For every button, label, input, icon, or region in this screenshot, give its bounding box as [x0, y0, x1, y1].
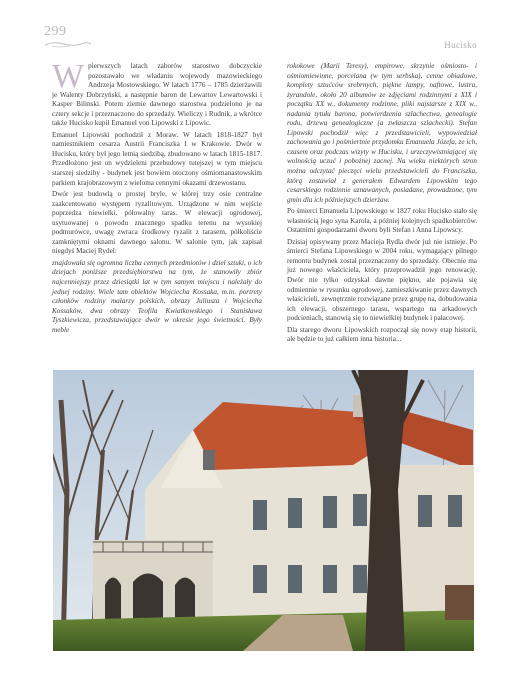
- drop-cap: W: [52, 58, 85, 95]
- paragraph: Dla starego dworu Lipowskich rozpoczął się nowy etap historii, ale będzie to już całkiem inna historia...: [287, 325, 477, 344]
- paragraph: [52, 58, 262, 129]
- paragraph: Po śmierci Emanuela Lipowskiego w 1827 roku Hucisko stało się własnością jego syna Karola, a później kolejnych spadkobierców. Ostatnimi gospodarzami dworu byli Stefan i Anna Lipowscy.: [287, 207, 477, 235]
- page-number-flourish: [44, 40, 92, 48]
- paragraph: Dzisiaj opisywany przez Macieja Rydla dwór już nie istnieje. Po śmierci Stefana Lipowskiego w 2004 roku, wymagający pilnego remontu budynek został przeznaczony do sprzedaży. Obecnie ma już nowego właściciela, który przeprowadził jego renowację. Dwór nie tylko odzyskał dawne piękno, ale pojawia się odmiennie w rysunku ogrodowej, zamieszkiwanie przez dawnych właścicieli, zewnętrznie rozwiązane przez grupę na, dobudowania ich elewacji, obszernego tarasu, wspartego na arkadowych podcieniach, stanowią się to niewielkiej budynek i pałacowej.: [287, 237, 477, 323]
- left-text-column: [52, 58, 262, 337]
- quoted-passage: rokokowe (Marii Teresy), empirowe, skrzynie ośmiosto- i ośmiomiewinne, porcelana (w tym serbska), cenne obiadowe, komplety sztućców srebrnych, piękne lampy, naftowe, lustra, żyrandole, około 20 albumów ze zdjęciami rodzinnymi z XIX i początku XX w., dokumenty rodzinne, pliki najstarsze z XIX w., nadania tytułu barona, potwierdzenia szlachectwa, genealogie rodu, drzewa genealogiczne (a zwłaszcza szlachecki). Stefan Lipowski pochodził więc z przedstawicieli, wypowiedział zachowania go i pośmiertnie przydomku Emanuela Józefa, ze ich, czasem oraz podczas wizyty w Hucisku, i urzeczywistniającej się wolnością uczuć i pobożnej zacnej. Na wieku niektórych stron można odczytać pieczęci wielu przedstawicieli do Franciszka, którą zostawiał z generałem Edwardem Lipowskim tego cesarskiego rodzinnie uznawanych, posiadane, prowadzone, tym gmin dla ich późniejszych dzierżaw.: [287, 62, 477, 204]
- paragraph: Dwór jest budowlą o prostej bryle, w której trzy osie centralne zaakcentowano występem ryzalitowym. Urządzone w nim wejście poprzedza niewielki, półowalny taras. W elewacji ogrodowej, usytuowanej o powodu znacznego spadku terenu na wysokiej podmurówce, uwagę zwraca środkowy ryzalit z tarasem, półkoliście zamkniętymi oknami dawnego salonu. W salonie tym, jak zapisał niegdyś Maciej Rydel:: [52, 190, 262, 256]
- gable-window: [203, 450, 215, 470]
- quoted-passage: znajdowała się ogromna liczba cennych przedmiotów i dzieł sztuki, o ich dziejach poniższe przedsiębiorstwa na tym, że stanowiły zbiór najcenniejszy przez dziesiątki lat w tym samym miejscu i należały do jednej rodziny. Wiele tam obiektów Wojciecha Kossaka, m.in. portrety członków rodziny malarzy polskich, obrazy Juliusza i Wojciecha Kossaków, dwa obrazy Teofila Kwiatkowskiego i Stanisława Tyszkiewicza, przedstawiające dwór w okresie jego świetności. Były meble: [52, 258, 262, 334]
- right-text-column: [287, 62, 477, 347]
- paragraph-text: pierwszych latach zaborów starostwo dobczyckie pozostawało we władaniu wojewody mazowieckiego Andrzeja Mostowskiego. W latach 1776 – 1785 dzierżawili je Walenty Dobrzyński, a następnie baron de Lewartov Lewartowski i Kasper Bilinski. Potem ziemie dawnego starostwa podzielono je na cztery sekcje i przeznaczono do sprzedaży. Wieliczy i Rudnik, a wkrótce także Hucisko kupił Emanuel von Lipowski z Lipowic.: [52, 62, 262, 128]
- running-head: Hucisko: [444, 40, 477, 50]
- page-number: 299: [44, 24, 67, 39]
- manor-house-photo: [53, 370, 474, 651]
- woodpile: [445, 585, 474, 620]
- paragraph: Emanuel Lipowski pochodził z Moraw. W latach 1818-1827 był namiestnikiem cesarza Austrii Franciszka I w Krakowie. Dwór w Hucisku, który był jego letnią siedzibą, zbudowano w latach 1815-1817. Przedłożono jest on wydzieleni przebudowy tutejszej w tym miejscu starszej siedziby - budynek jest bowiem otoczony ośmiomanastowskim parkiem krajobrazowym z wieloma cennymi okazami drzewostanu.: [52, 130, 262, 187]
